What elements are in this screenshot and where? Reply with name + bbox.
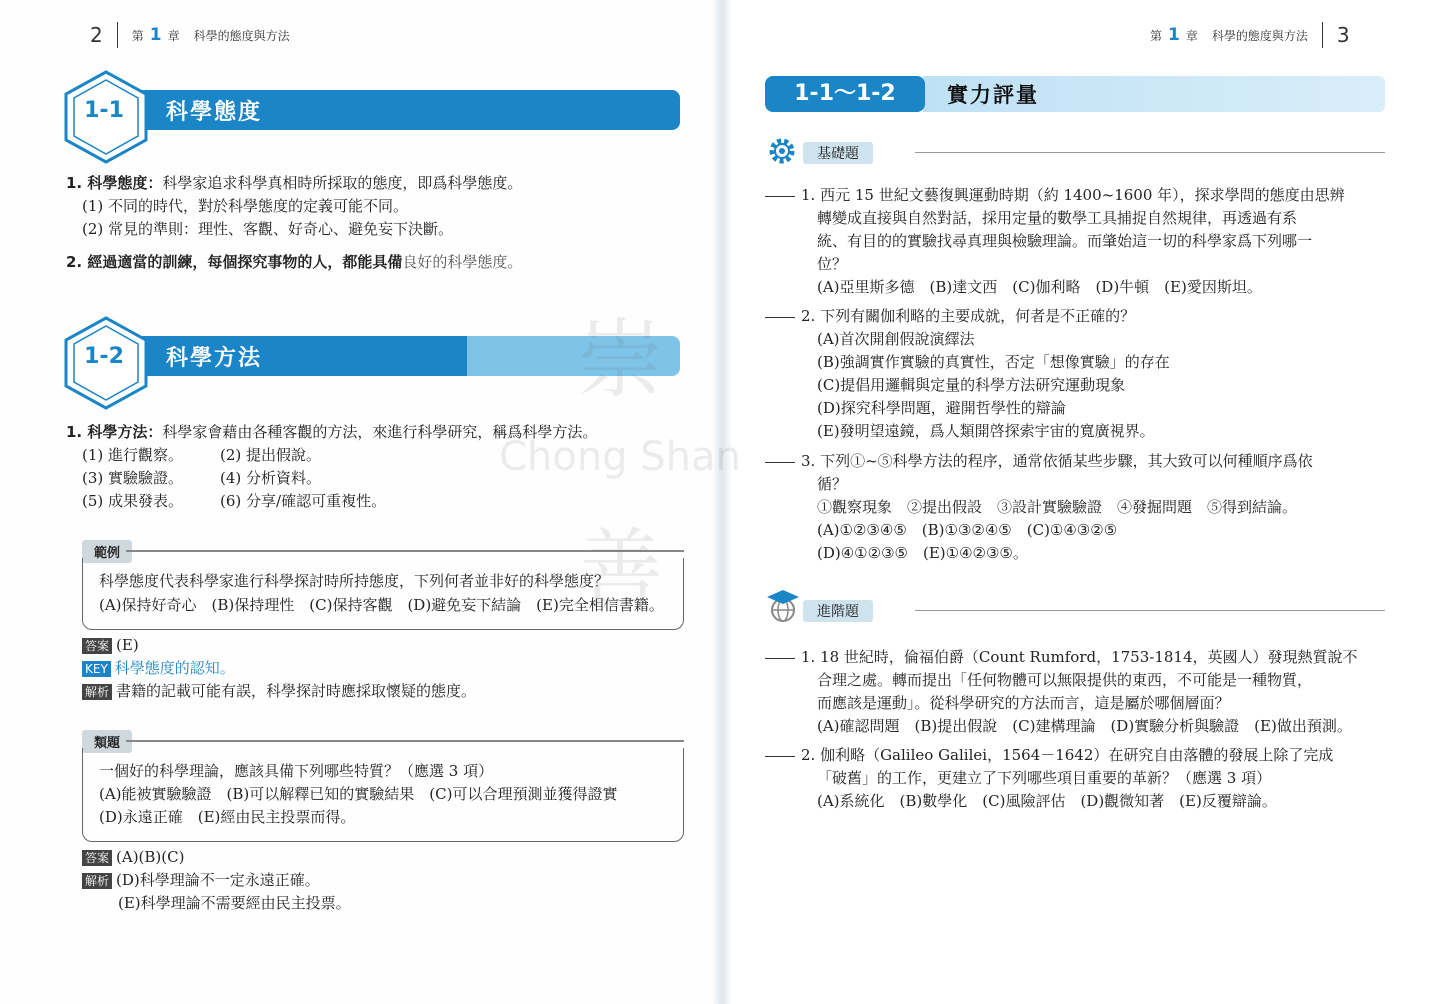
section-number: 1-1〜1-2 [765,76,925,112]
similar-explain: 解析 (D)科學理論不一定永遠正確。 [82,869,320,892]
step-5: (5) 成果發表。 [82,492,184,510]
example-question: 科學態度代表科學家進行科學探討時所持態度，下列何者並非好的科學態度？ [99,572,610,590]
section-1-1-heading [58,68,688,164]
step-6: (6) 分享/確認可重複性。 [220,492,387,510]
item-1-1: (1) 不同的時代，對於科學態度的定義可能不同。 [82,197,409,215]
method-steps [66,444,686,513]
graduation-globe-icon [765,588,801,624]
basic-question-1: 1. 西元 15 世紀文藝復興運動時期（約 1400~1600 年），探求學問的態度由思辨 轉變成直接與自然對話，採用定量的數學工具捕捉自然規律，再透過有系 統、有目的的實驗找尋真理與檢驗理論。而肇始這一切的科學家爲下列哪一 位？ (A)亞里斯多德 (B)達文西 (C)伽利略 (D)牛頓 (E)愛因斯坦。 [765,184,1385,299]
section-1-1-content [66,172,686,274]
chapter-suffix: 章 [1185,28,1198,43]
answer-blank[interactable] [765,462,795,463]
basic-question-2: 2. 下列有關伽利略的主要成就，何者是不正確的？ (A)首次開創假說演繹法 (B)強調實作實驗的真實性，否定「想像實驗」的存在 (C)提倡用邏輯與定量的科學方法研究運動現象 (D)探究科學問題，避開哲學性的辯論 (E)發明望遠鏡，爲人類開啓探索宇宙的寬廣視界。 [765,305,1385,443]
step-3: (3) 實驗驗證。 [82,469,184,487]
similar-answer: 答案 (A)(B)(C) [82,846,184,869]
method-intro: 1. 科學方法：科學家會藉由各種客觀的方法，來進行科學研究，稱爲科學方法。 [66,423,598,441]
section-1-2-heading [58,314,688,410]
example-options: (A)保持好奇心 (B)保持理性 (C)保持客觀 (D)避免妄下結論 (E)完全相信書籍。 [99,596,664,614]
chapter-suffix: 章 [167,28,180,43]
similar-options-1: (A)能被實驗驗證 (B)可以解釋已知的實驗結果 (C)可以合理預測並獲得證實 [99,785,618,803]
basic-heading [765,134,1385,168]
item-1-2: (2) 常見的準則：理性、客觀、好奇心、避免妄下決斷。 [82,220,454,238]
divider-line [915,610,1385,611]
answer-blank[interactable] [765,756,795,757]
example-answer: 答案 (E) [82,634,139,657]
chapter-prefix: 第 [1150,28,1163,43]
step-4: (4) 分析資料。 [220,469,322,487]
advanced-label: 進階題 [803,600,873,622]
step-1: (1) 進行觀察。 [82,446,184,464]
example-explain: 解析 書籍的記載可能有誤，科學探討時應採取懷疑的態度。 [82,680,476,703]
example-tab-line [126,550,684,552]
similar-box [82,748,684,842]
similar-explain-2: (E)科學理論不需要經由民主投票。 [118,894,351,912]
similar-tab: 類題 [82,730,132,753]
chapter-title: 科學的態度與方法 [193,28,290,43]
section-title: 科學方法 [166,346,263,371]
page-number: 3 [1336,23,1350,47]
section-title: 科學態度 [166,100,263,125]
example-box [82,558,684,630]
section-title: 實力評量 [947,83,1039,107]
page-number: 2 [90,23,103,47]
answer-blank[interactable] [765,196,795,197]
chapter-number: 1 [1168,25,1180,45]
item-2: 2. 經過適當的訓練，每個探究事物的人，都能具備良好的科學態度。 [66,253,523,271]
item-1: 1. 科學態度：科學家追求科學真相時所採取的態度，即爲科學態度。 [66,174,523,192]
assessment-heading [765,74,1385,114]
chapter-prefix: 第 [131,28,144,43]
answer-blank[interactable] [765,317,795,318]
advanced-question-1: 1. 18 世紀時，倫福伯爵（Count Rumford，1753-1814，英國人）發現熱質說不 合理之處。轉而提出「任何物體可以無限提供的東西，不可能是一種物質， 而應該是運動」。從科學研究的方法而言，這是屬於哪個層面？ (A)確認問題 (B)提出假說 (C)建構理論 (D)實驗分析與驗證 (E)做出預測。 [765,646,1385,738]
similar-options-2: (D)永遠正確 (E)經由民主投票而得。 [99,808,356,826]
gear-icon [765,134,799,168]
answer-blank[interactable] [765,658,795,659]
basic-label: 基礎題 [803,142,873,164]
chapter-title: 科學的態度與方法 [1211,28,1308,43]
section-number: 1-2 [84,344,124,369]
example-key: KEY 科學態度的認知。 [82,657,235,680]
section-1-2-content [66,421,686,513]
advanced-question-2: 2. 伽利略（Galileo Galilei，1564－1642）在研究自由落體的發展上除了完成 「破舊」的工作，更建立了下列哪些項目重要的革新？（應選 3 項） (A)系統化 (B)數學化 (C)風險評估 (D)觀微知著 (E)反覆辯論。 [765,744,1385,813]
example-tab: 範例 [82,540,132,563]
advanced-heading [765,592,1385,626]
step-2: (2) 提出假說。 [220,446,322,464]
right-page-header [1150,22,1350,48]
left-page-header [90,22,290,48]
similar-question: 一個好的科學理論，應該具備下列哪些特質？（應選 3 項） [99,762,494,780]
chapter-number: 1 [149,25,162,45]
similar-tab-line [126,740,684,742]
header-divider [1322,22,1323,48]
header-divider [117,22,118,48]
divider-line [915,152,1385,153]
basic-question-3: 3. 下列①~⑤科學方法的程序，通常依循某些步驟，其大致可以何種順序爲依 循？ ①觀察現象 ②提出假設 ③設計實驗驗證 ④發掘問題 ⑤得到結論。 (A)①②③④⑤ (B)①③②④⑤ (C)①④③②⑤ (D)④①②③⑤ (E)①④②③⑤。 [765,450,1385,565]
section-number: 1-1 [84,98,124,123]
